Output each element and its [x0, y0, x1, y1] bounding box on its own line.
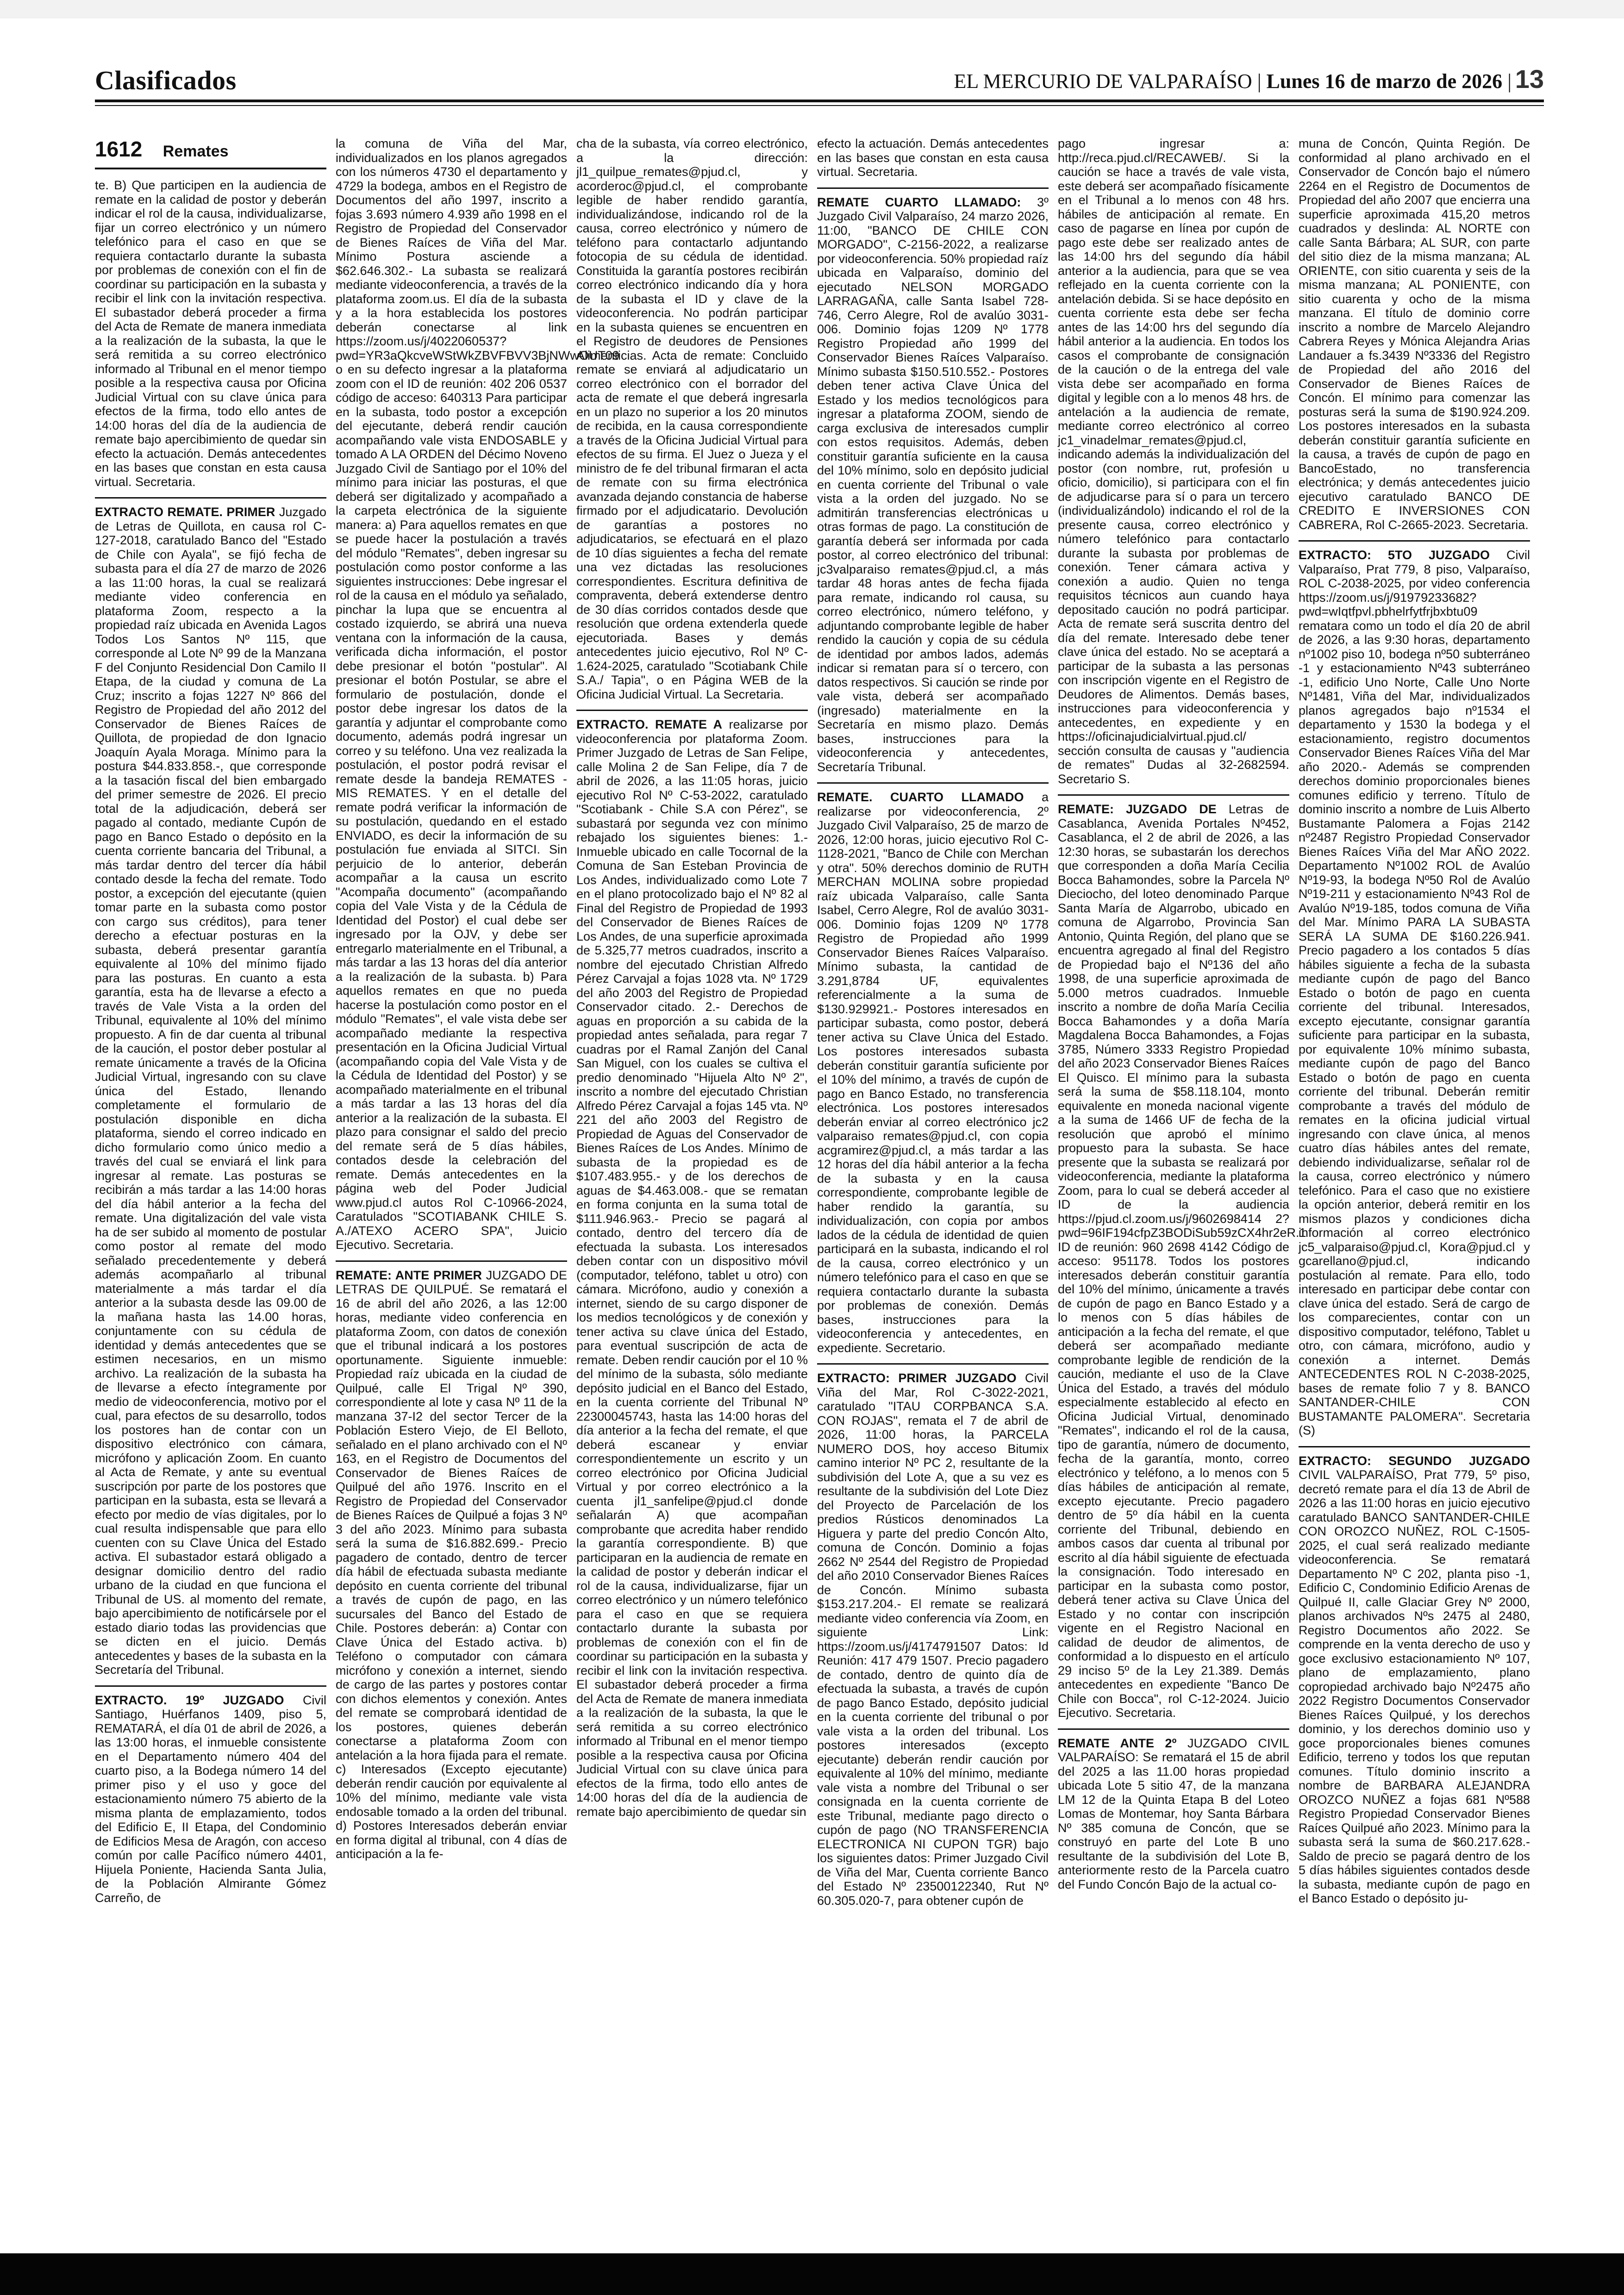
column-2 [336, 137, 619, 2122]
ad-divider [1058, 794, 1289, 796]
ad-text: CIVIL VALPARAÍSO, Prat 779, 5º piso, decretó remate para el día 13 de Abril de 2026 a las 11:00 horas en juicio ejecutivo caratulado BANCO SANTANDER-CHILE CON OROZCO NUÑEZ, ROL C-1505-2025, el cual será realizado mediante videoconferencia. Se rematará Departamento Nº C 202, planta piso -1, Edificio C, Condominio Edificio Arenas de Quilpué II, calle Glaciar Grey Nº 2000, planos archivados Nºs 2475 al 2480, Registro Documentos año 2022. Se comprende en la venta derecho de uso y goce exclusivo estacionamiento Nº 107, plano de emplazamiento, plano copropiedad archivado bajo Nº2475 año 2022 Registro Documentos Conservador Bienes Raíces Quilpué, y los derechos dominio, y los derechos dominio uso y goce proporcionales bienes comunes Edificio, terreno y todos los que reputan comunes. Título dominio inscrito a nombre de BARBARA ALEJANDRA OROZCO NUÑEZ a fojas 681 Nº588 Registro Propiedad Conservador Bienes Raíces Quilpué año 2023. Mínimo para la subasta será la suma de $60.217.628.- Saldo de precio se pagará dentro de los 5 días hábiles siguientes contados desde la subasta, mediante cupón de pago en el Banco Estado o depósito ju- [1299, 1468, 1530, 1905]
classified-ad [1299, 548, 1530, 1438]
classified-ad [576, 717, 808, 1819]
ad-text: Letras de Casablanca, Avenida Portales Nº452, Casablanca, el 2 de abril de 2026, a las 12:30 horas, se subastarán los derechos que corresponden a doña María Cecilia Bocca Bahamondes, sobre la Parcela Nº Dieciocho, del loteo denominado Parque Santa María de Algarrobo, ubicado en comuna de Algarrobo, Provincia San Antonio, Quinta Región, del plano que se encuentra agregado al final del Registro de Propiedad bajo el Nº136 del año 1998, de una superficie aproximada de 5.000 metros cuadrados. Inmueble inscrito a nombre de doña María Cecilia Bocca Bahamondes y a doña María Magdalena Bocca Bahamondes, a Fojas 3785, Número 3333 Registro Propiedad del año 2023 Conservador Bienes Raíces El Quisco. El mínimo para la subasta será la suma de $58.118.104, monto equivalente en moneda nacional vigente a la suma de 1466 UF de fecha de la resolución que aprobó el mínimo propuesto para la subasta. Se hace presente que la subasta se realizará por videoconferencia, mediante la plataforma Zoom, para lo cual se deberá acceder al ID de la audiencia https://pjud.cl.zoom.us/j/9602698414 2? pwd=96IF194cfpZ3BODiSub59zCX4hr2eR.1 ID de reunión: 960 2698 4142 Código de acceso: 951178. Todos los postores interesados deberán constituir garantía del 10% del mínimo, únicamente a través de cupón de pago en Banco Estado y a lo menos con 5 días hábiles de anticipación a la fecha del remate, el que deberá ser acompañado mediante comprobante legible de rendición de la caución, mediante el uso de la Clave Única del Estado, a través del módulo especialmente establecido al efecto en Oficina Judicial Virtual, denominado "Remates", indicando el rol de la causa, tipo de garantía, número de documento, fecha de la garantía, monto, correo electrónico y teléfono, a lo menos con 5 días hábiles de anticipación al remate, excepto ejecutante. Precio pagadero dentro de 5º día hábil en la cuenta corriente del Tribunal, debiendo en ambos casos dar cuenta al tribunal por escrito al día hábil siguiente de efectuada la consignación. Todo interesado en participar en la subasta como postor, deberá tener activa su Clave Única del Estado y no contar con inscripción vigente en el Registro Nacional en calidad de deudor de alimentos, de conformidad a lo dispuesto en el artículo 29 inciso 5º de la Ley 21.389. Demás antecedentes en expediente "Banco De Chile con Bocca", rol C-12-2024. Juicio Ejecutivo. Secretaria. [1058, 802, 1306, 1720]
column-3 [576, 137, 808, 2122]
ad-divider [817, 1363, 1049, 1365]
masthead-separator: | [1257, 70, 1262, 93]
ad-lead: EXTRACTO: 5TO JUZGADO [1299, 548, 1490, 562]
ad-text: 3º Juzgado Civil Valparaíso, 24 marzo 2026, 11:00, "BANCO DE CHILE CON MORGADO", C-2156-2022, a realizarse por videoconferencia. 50% propiedad raíz ubicada en Valparaíso, dominio del ejecutado NELSON MORGADO LARRAGAÑA, calle Santa Isabel 728-746, Cerro Alegre, Rol de avalúo 3031-006. Dominio fojas 1209 Nº 1778 Registro Propiedad año 1999 del Conservador Bienes Raíces Valparaíso. Mínimo subasta $150.510.552.- Postores deben tener activa Clave Única del Estado y los medios tecnológicos para ingresar a plataforma ZOOM, siendo de carga exclusiva de interesados cumplir con estos requisitos. Además, deben constituir garantía suficiente en la causa del 10% mínimo, solo en depósito judicial en cuenta corriente del Tribunal o vale vista a la orden del juzgado. No se admitirán transferencias electrónicas u otras formas de pago. La constitución de garantía deberá ser informada por cada postor, al correo electrónico del tribunal: jc3valparaiso remates@pjud.cl, a más tardar 48 horas antes de fecha fijada para remate, indicando rol causa, su correo electrónico, número teléfono, y adjuntando comprobante legible de haber rendido la caución y copia de su cédula de identidad por ambos lados, además indicar si rematan para sí o tercero, con datos respectivos. Si caución se rinde por vale vista, deberá ser acompañado (ingresado) materialmente en la Secretaría en mismo plazo. Demás bases, instrucciones para la videoconferencia y antecedentes, Secretaría Tribunal. [817, 195, 1049, 774]
classified-ad [1299, 137, 1530, 532]
ad-text: Juzgado de Letras de Quillota, en causa rol C-127-2018, caratulado Banco del "Estado de Chile con Ayala", se fijó fecha de subasta para el día 27 de marzo de 2026 a las 11:00 horas, la cual se realizará mediante video conferencia en plataforma Zoom, respecto a la propiedad raíz ubicada en Avenida Lagos Todos Los Santos Nº 115, que corresponde al Lote Nº 99 de la Manzana F del Conjunto Residencial Don Camilo II Etapa, de la ciudad y comuna de La Cruz; inscrito a fojas 1227 Nº 866 del Registro de Propiedad del año 2012 del Conservador de Bienes Raíces de Quillota, de propiedad de don Ignacio Joaquín Ayala Moraga. Mínimo para la postura $44.833.858.-, que corresponde a la tasación fiscal del bien embargado del primer semestre de 2026. El precio total de la adjudicación, deberá ser pagado al contado, mediante Cupón de pago en Banco Estado o depósito en la cuenta corriente bancaria del Tribunal, a más tardar dentro del tercer día hábil contado desde la fecha del remate. Todo postor, a excepción del ejecutante (quien tomar parte en la subasta como postor con cargo sus créditos), para tener derecho a efectuar posturas en la subasta, deberá presentar garantía equivalente al 10% del mínimo fijado para las posturas. En cuanto a esta garantía, esta ha de llevarse a efecto a través de Vale Vista a la orden del Tribunal, equivalente al 10% del mínimo propuesto. A fin de dar cuenta al tribunal de la caución, el postor deber postular al remate únicamente a través de la Oficina Judicial Virtual, ingresando con su clave única del Estado, llenando completamente el formulario de postulación disponible en dicha plataforma, siendo el correo indicado en dicho formulario como único medio a través del cual se enviará el link para ingresar al remate. Las posturas se recibirán a más tardar a las 14:00 horas del día hábil anterior a la fecha del remate. Una digitalización del vale vista ha de ser subido al momento de postular como postor al remate del modo señalado precedentemente y deberá además acompañarlo al tribunal materialmente a más tardar el día anterior a la subasta desde las 09.00 de la mañana hasta las 14.00 horas, conjuntamente con su cédula de identidad y demás antecedentes que se estimen necesarios, en un mismo archivo. La realización de la subasta ha de llevarse a efecto íntegramente por medio de videoconferencia, motivo por el cual, para efectos de su desarrollo, todos los postores han de contar con un dispositivo electrónico con cámara, micrófono y aplicación Zoom. En cuanto al Acta de Remate, y ante su eventual suscripción por parte de los postores que participan en la subasta, esta se llevará a efecto por medio de vías digitales, por lo cual resulta indispensable que para ello cuenten con su Clave Única del Estado activa. El subastador estará obligado a designar domicilio dentro del radio urbano de la ciudad en que funciona el Tribunal de US. al momento del remate, bajo apercibimiento de notificársele por el estado diario todas las providencias que se dicten en el juicio. Demás antecedentes y bases de la subasta en la Secretaría del Tribunal. [95, 505, 326, 1677]
classified-ad [95, 178, 326, 489]
classified-ad [95, 1693, 326, 1905]
masthead-separator-2: | [1507, 70, 1512, 93]
ad-divider [576, 710, 808, 711]
ad-text: JUZGADO CIVIL VALPARAÍSO: Se rematará el 15 de abril del 2025 a las 11.00 horas propiedad ubicada Lote 5 sitio 47, de la manzana LM 12 de la Quinta Etapa B del Loteo Lomas de Montemar, hoy Santa Bárbara Nº 385 comuna de Concón, que se construyó en parte del Lote B uno resultante de la subdivisión del Lote B, anteriormente resto de la Parcela cuatro del Fundo Concón Bajo de la actual co- [1058, 1736, 1289, 1891]
classified-ad [1299, 1454, 1530, 1906]
ad-divider [95, 497, 326, 499]
ad-text: Civil Santiago, Huérfanos 1409, piso 5, REMATARÁ, el día 01 de abril de 2026, a las 13:00 horas, el inmueble consistente en el Departamento número 404 del cuarto piso, a la Bodega número 14 del primer piso y el uso y goce del estacionamiento número 75 abierto de la misma planta de emplazamiento, todos del Edificio E, II Etapa, del Condominio de Edificios Mesa de Aragón, con acceso común por calle Pacífico número 4401, Hijuela Poniente, Hacienda Santa Julia, de la Población Almirante Gómez Carreño, de [95, 1693, 327, 1905]
ad-lead: REMATE ANTE 2º [1058, 1736, 1177, 1750]
category-rule [95, 168, 326, 169]
ad-lead: EXTRACTO. 19º JUZGADO [95, 1693, 284, 1707]
ad-lead: REMATE: JUZGADO DE [1058, 802, 1217, 816]
ad-text: Civil Valparaíso, Prat 779, 8 piso, Valparaíso, ROL C-2038-2025, por video conferencia https://zoom.us/j/91979233682?pwd=wIqtfpvl.pbhelrfytfrjbxbtu09 rematara como un todo el día 20 de abril de 2026, a las 9:30 horas, departamento nº1002 piso 10, bodega nº50 subterráneo -1 y estacionamiento Nº43 subterráneo -1, edificio Uno Norte, Calle Uno Norte Nº1481, Viña del Mar, individualizados planos agregados bajo nº1534 el departamento y 1530 la bodega y el estacionamiento, registro documentos Conservador Bienes Raíces Viña del Mar año 2020.- Además se comprenden derechos dominio proporcionales bienes comunes edificio y terreno. Título de dominio inscrito a nombre de Luis Alberto Bustamante Palomera a Fojas 2142 nº2487 Registro Propiedad Conservador Bienes Raíces Viña del Mar AÑO 2022. Departamento Nº1002 ROL de Avalúo Nº19-93, la bodega Nº50 Rol de Avalúo Nº19-211 y estacionamiento Nº43 Rol de Avalúo Nº19-185, todos comuna de Viña del Mar. Mínimo PARA LA SUBASTA SERÁ LA SUMA DE $160.226.941. Precio pagadero a los contados 5 días hábiles siguiente a fecha de la subasta mediante cupón de pago del Banco Estado o botón de pago en cuenta corriente del tribunal. Interesados, excepto ejecutante, consignar garantía suficiente para participar en la subasta, por equivalente 10% mínimo subasta, mediante cupón de pago del Banco Estado o botón de pago en cuenta corriente del tribunal. Deberán remitir comprobante a través del módulo de remates en la oficina judicial virtual ingresando con clave única, al menos cuatro días hábiles antes del remate, debiendo individualizarse, señalar rol de la causa, correo electrónico y número telefónico. Para el caso que no existiere la opción anterior, deberá remitir en los mismos plazos y condiciones dicha información al correo electrónico jc5_valparaiso@pjud.cl, Kora@pjud.cl y gcarellano@pjud.cl, indicando postulación al remate. Para ello, todo interesado en participar debe contar con clave única del estado. Será de cargo de los comparecientes, contar con un dispositivo computador, teléfono, Tablet u otro, con cámara, micrófono, audio y conexión a internet. Demás ANTECEDENTES ROL N C-2038-2025, bases de remate folio 7 y 8. BANCO SANTANDER-CHILE CON BUSTAMANTE PALOMERA". Secretaria (S) [1299, 548, 1530, 1437]
ad-text: cha de la subasta, vía correo electrónico, a la dirección: jl1_quilpue_remates@pjud.cl, y acorderoc@pjud.cl, el comprobante legible de haber rendido garantía, individualizándose, indicando rol de la causa, correo electrónico y número de teléfono para contactarlo adjuntando fotocopia de su cédula de identidad. Constituida la garantía postores recibirán correo electrónico indicando día y hora de la subasta el ID y clave de la videoconferencia. No podrán participar en la subasta quienes se encuentren en el Registro de deudores de Pensiones Alimenticias. Acta de remate: Concluido remate se enviará al adjudicatario un correo electrónico con el borrador del acta de remate el que deberá ingresarla en un plazo no superior a los 20 minutos de recibida, en la causa correspondiente a través de la Oficina Judicial Virtual para efectos de su firma. El Juez o Jueza y el ministro de fe del tribunal firmaran el acta de remate con su firma electrónica avanzada dejando constancia de haberse firmado por el adjudicatario. Devolución de garantías a postores no adjudicatarios, se efectuará en el plazo de 10 días siguientes a fecha del remate una vez dictadas las resoluciones correspondientes. Escritura definitiva de compraventa, deberá extenderse dentro de 30 días corridos contados desde que resolución que ordena extenderla quede ejecutoriada. Bases y demás antecedentes juicio ejecutivo, Rol Nº C-1.624-2025, caratulado "Scotiabank Chile S.A./ Tapia", o en Página WEB de la Oficina Judicial Virtual. La Secretaria. [576, 137, 808, 701]
ad-text: te. B) Que participen en la audiencia de remate en la calidad de postor y deberán indicar el rol de la causa, individualizarse, fijar un correo electrónico y un número telefónico para el caso en que se requiera contactarlo durante la subasta por problemas de conexión con el fin de coordinar su participación en la subasta y recibir el link con la invitación respectiva. El subastador deberá proceder a firma del Acta de Remate de manera inmediata a la realización de la subasta, la que le será remitida a su correo electrónico informado al Tribunal en el menor tiempo posible a la respectiva causa por Oficina Judicial Virtual con su clave única para efectos de la firma, todo ello antes de 14:00 horas del día de la audiencia de remate bajo apercibimiento de quedar sin efecto la actuación. Demás antecedentes en las bases que constan en esta causa virtual. Secretaria. [95, 178, 326, 489]
ad-lead: REMATE: ANTE PRIMER [336, 1268, 482, 1282]
ad-text: muna de Concón, Quinta Región. De conformidad al plano archivado en el Conservador de Concón bajo el número 2264 en el Registro de Documentos de Propiedad del año 2007 que encierra una superficie aproximada 415,20 metros cuadrados y deslinda: AL NORTE con calle Santa Bárbara; AL SUR, con parte del sitio diez de la misma manzana; AL ORIENTE, con sitio cuarenta y seis de la misma manzana; AL PONIENTE, con sitio cuarenta y ocho de la misma manzana. El título de dominio corre inscrito a nombre de Marcelo Alejandro Cabrera Reyes y Mónica Alejandra Arias Landauer a fs.3439 Nº3336 del Registro de Propiedad del año 2016 del Conservador de Bienes Raíces de Concón. El mínimo para comenzar las posturas será la suma de $190.924.209. Los postores interesados en la subasta deberán constituir garantía suficiente en la causa, a través de cupón de pago en BancoEstado, no transferencia electrónica; y demás antecedentes juicio ejecutivo caratulado BANCO DE CREDITO E INVERSIONES CON CABRERA, Rol C-2665-2023. Secretaria. [1299, 137, 1530, 532]
column-1 [95, 178, 326, 2122]
ad-divider [1058, 1728, 1289, 1730]
ad-text: realizarse por videoconferencia por plataforma Zoom. Primer Juzgado de Letras de San Felipe, calle Molina 2 de San Felipe, día 7 de abril de 2026, a las 11:05 horas, juicio ejecutivo Rol Nº C-53-2022, caratulado "Scotiabank - Chile S.A con Pérez", se subastará por segunda vez con mínimo rebajado los siguientes bienes: 1.- Inmueble ubicado en calle Tocornal de la Comuna de San Esteban Provincia de Los Andes, individualizado como Lote 7 en el plano protocolizado bajo el Nº 82 al Final del Registro de Propiedad de 1993 del Conservador de Bienes Raíces de Los Andes, de una superficie aproximada de 5.325,77 metros cuadrados, inscrito a nombre del ejecutado Christian Alfredo Pérez Carvajal a fojas 1028 vta. Nº 1729 del año 2003 del Registro de Propiedad Conservador citado. 2.- Derechos de aguas en proporción a su cabida de la propiedad antes señalada, para regar 7 cuadras por el Ramal Zanjón del Canal San Miguel, con los cuales se cultiva el predio denominado "Hijuela Alto Nº 2", inscrito a nombre del ejecutado Christian Alfredo Pérez Carvajal a fojas 145 vta. Nº 221 del año 2003 del Registro de Propiedad de Aguas del Conservador de Bienes Raíces de Los Andes. Mínimo de subasta de la propiedad es de $107.483.955.- y de los derechos de aguas de $4.463.008.- que se rematan en forma conjunta en la suma total de $111.946.963.- Precio se pagará al contado, dentro del tercero día de efectuada la subasta. Los interesados deben contar con un dispositivo móvil (computador, teléfono, tablet u otro) con cámara. Micrófono, audio y conexión a internet, siendo de su cargo disponer de los medios tecnológicos y de conexión y tener activa su clave única del Estado, para eventual suscripción de acta de remate. Deben rendir caución por el 10 % del mínimo de la subasta, sólo mediante depósito judicial en el Banco del Estado, en la cuenta corriente del Tribunal Nº 22300045743, hasta las 14:00 horas del día anterior a la fecha del remate, el que deberá escanear y enviar correspondientemente un escrito y un correo electrónico por Oficina Judicial Virtual y por correo electrónico a la cuenta jl1_sanfelipe@pjud.cl donde señalarán A) que acompañan comprobante que acredita haber rendido la garantía correspondiente. B) que participaran en la audiencia de remate en la calidad de postor y deberán indicar el rol de la causa, individualizarse, fijar un correo electrónico y un número telefónico para el caso en que se requiera contactarlo durante la subasta por problemas de conexión con el fin de coordinar su participación en la subasta y recibir el link con la invitación respectiva. El subastador deberá proceder a firma del Acta de Remate de manera inmediata a la realización de la subasta, la que le será remitida a su correo electrónico informado al Tribunal en el menor tiempo posible a la respectiva causa por Oficina Judicial Virtual con su clave única para efectos de la firma, todo ello antes de 14:00 horas del día de la audiencia de remate bajo apercibimiento de quedar sin [576, 717, 808, 1819]
ad-lead: REMATE CUARTO LLAMADO: [817, 195, 1021, 209]
column-6 [1299, 137, 1530, 2122]
column-5 [1058, 137, 1306, 2122]
classified-ad [95, 505, 326, 1677]
ad-text: pago ingresar a: http://reca.pjud.cl/RECAWEB/. Si la caución se hace a través de vale vista, este deberá ser acompañado físicamente en el Tribunal a lo menos con 48 hrs. hábiles de anticipación al remate. En caso de pagarse en línea por cupón de pago este debe ser realizado antes de las 14:00 hrs del segundo día hábil anterior a la audiencia, para que se vea reflejado en la cuenta corriente con la antelación debida. Si se hace depósito en cuenta corriente esta debe ser fecha antes de las 14:00 hrs del segundo día hábil anterior a la audiencia. En todos los casos el comprobante de consignación de la caución o de la entrega del vale vista debe ser acompañado en forma digital y legible con a lo menos 48 hrs. de antelación a la audiencia de remate, mediante correo electrónico al correo jc1_vinadelmar_remates@pjud.cl, indicando además la individualización del postor (con nombre, rut, profesión u oficio, domicilio), si participara con el fin de adjudicarse para sí o para un tercero (individualizándolo) indicando el rol de la presente causa, correo electrónico y número telefónico para contactarlo durante la subasta por problemas de conexión. Tener cámara activa y conexión a audio. Quien no tenga requisitos técnicos aun cuando haya depositado caución no podrá participar. Acta de remate será suscrita dentro del día del remate. Interesado debe tener clave única del estado. No se aceptará a participar de la subasta a las personas con inscripción vigente en el Registro de Deudores de Alimentos. Demás bases, instrucciones para videoconferencia y antecedentes, en expediente y en https://oficinajudicialvirtual.pjud.cl/ sección consulta de causas y "audiencia de remates" Dudas al 32-2682594. Secretario S. [1058, 137, 1289, 786]
ad-text: la comuna de Viña del Mar, individualizados en los planos agregados con los números 4730 el departamento y 4729 la bodega, ambos en el Registro de Documentos del año 1997, inscrito a fojas 3.693 número 4.939 año 1998 en el Registro de Propiedad del Conservador de Bienes Raíces de Viña del Mar. Mínimo Postura asciende a $62.646.302.- La subasta se realizará mediante videoconferencia, a través de la plataforma zoom.us. El día de la subasta y a la hora establecida los postores deberán conectarse al link https://zoom.us/j/4022060537?pwd=YR3aQkcveWStWkZBVFBVV3BjNWwOUT09 o en su defecto ingresar a la plataforma zoom con el ID de reunión: 402 206 0537 código de acceso: 640313 Para participar en la subasta, todo postor a excepción del ejecutante, deberá rendir caución acompañando vale vista ENDOSABLE y tomado A LA ORDEN del Décimo Noveno Juzgado Civil de Santiago por el 10% del mínimo para iniciar las posturas, el que deberá ser digitalizado y acompañado a la carpeta electrónica de la siguiente manera: a) Para aquellos remates en que se puede hacer la postulación a través del módulo "Remates", deben ingresar su postulación como postor conforme a las siguientes instrucciones: Debe ingresar el rol de la causa en el módulo ya señalado, pinchar la lupa que se encuentra al costado izquierdo, se abrirá una nueva ventana con la información de la causa, verificada dicha información, el postor debe presionar el botón "postular". Al presionar el botón Postular, se abre el formulario de postulación, donde el postor debe ingresar los datos de la garantía y adjuntar el comprobante como documento, además podrá ingresar un correo y su teléfono. Una vez realizada la postulación, el postor podrá revisar el remate desde la bandeja REMATES - MIS REMATES. Y en el detalle del remate podrá verificar la información de su postulación, quedando en el estado ENVIADO, es decir la información de su postulación fue enviada al SITCI. Sin perjuicio de lo anterior, deberán acompañar a la causa un escrito "Acompaña documento" (acompañando copia del Vale Vista y de la Cédula de Identidad del Postor) el cual debe ser ingresado por la OJV, y debe ser entregarlo materialmente en el Tribunal, a más tardar a las 13 horas del día anterior a la realización de la subasta. b) Para aquellos remates en que no pueda hacerse la postulación como postor en el módulo "Remates", el vale vista debe ser acompañado mediante la respectiva presentación en la Oficina Judicial Virtual (acompañando copia del Vale Vista y de la Cédula de Identidad del Postor) y se acompañado materialmente en el tribunal a más tardar a las 13 horas del día anterior a la realización de la subasta. El plazo para consignar el saldo del precio del remate será de 5 días hábiles, contados desde la celebración del remate. Demás antecedentes en la página web del Poder Judicial www.pjud.cl autos Rol C-10966-2024, Caratulados "SCOTIABANK CHILE S. A./ATEXO ACERO SPA", Juicio Ejecutivo. Secretaria. [336, 137, 619, 1252]
page-header [95, 65, 1544, 98]
classified-ad [336, 137, 619, 1252]
classified-ad [817, 790, 1049, 1355]
classified-ad [817, 1371, 1049, 1908]
ad-divider [817, 187, 1049, 189]
header-rule [95, 100, 1544, 102]
classified-ad [817, 195, 1049, 774]
ad-divider [336, 1260, 567, 1262]
classified-ad [1058, 802, 1306, 1720]
classified-ad [1058, 1736, 1289, 1892]
category-name: Remates [162, 143, 229, 160]
header-subrule [95, 105, 1544, 106]
ad-divider [1299, 540, 1530, 542]
ad-text: efecto la actuación. Demás antecedentes en las bases que constan en esta causa virtual. Secretaria. [817, 137, 1049, 179]
ad-text: Civil Viña del Mar, Rol C-3022-2021, caratulado "ITAU CORPBANCA S.A. CON ROJAS", remata el 7 de abril de 2026, 11:00 horas, la PARCELA NUMERO DOS, hoy acceso Bitumix camino interior Nº PC 2, resultante de la subdivisión del Lote A, que a su vez es resultante de la subdivisión del Lote Diez del Proyecto de Parcelación de los predios Rústicos denominados La Higuera y parte del predio Concón Alto, comuna de Concón. Dominio a fojas 2662 Nº 2544 del Registro de Propiedad del año 2010 Conservador Bienes Raíces de Concón. Mínimo subasta $153.217.204.- El remate se realizará mediante video conferencia vía Zoom, en siguiente Link: https://zoom.us/j/4174791507 Datos: Id Reunión: 417 479 1507. Precio pagadero de contado, dentro de quinto día de efectuada la subasta, a través de cupón de pago Banco Estado, depósito judicial en la cuenta corriente del tribunal o por vale vista a la orden del tribunal. Los postores interesados (excepto ejecutante) deberán rendir caución por equivalente al 10% del mínimo, mediante vale vista a nombre del Tribunal o ser consignada en la cuenta corriente de este Tribunal, mediante pago directo o cupón de pago (NO TRANSFERENCIA ELECTRONICA NI CUPON TGR) bajo los siguientes datos: Primer Juzgado Civil de Viña del Mar, Cuenta corriente Banco del Estado Nº 23500122340, Rut Nº 60.305.020-7, para obtener cupón de [817, 1371, 1049, 1908]
ad-lead: EXTRACTO: PRIMER JUZGADO [817, 1371, 1017, 1385]
ad-lead: EXTRACTO REMATE. PRIMER [95, 505, 275, 519]
column-4 [817, 137, 1049, 2122]
classified-ad [1058, 137, 1289, 786]
masthead [954, 69, 1512, 93]
bottom-bar [0, 2253, 1624, 2295]
classified-ad [336, 1268, 567, 1861]
page-number: 13 [1515, 64, 1544, 94]
ad-text: JUZGADO DE LETRAS DE QUILPUÉ. Se rematará el 16 de abril del año 2026, a las 12:00 horas, mediante video conferencia en plataforma Zoom, con datos de conexión que el tribunal indicará a los postores oportunamente. Siguiente inmueble: Propiedad raíz ubicada en la ciudad de Quilpué, calle El Trigal Nº 390, correspondiente al lote y casa Nº 11 de la manzana 37-I2 del sector Tercer de la Población Estero Viejo, de El Belloto, señalado en el plano archivado con el Nº 163, en el Registro de Documentos del Conservador de Bienes Raíces de Quilpué del año 1976. Inscrito en el Registro de Propiedad del Conservador de Bienes Raíces de Quilpué a fojas 3 Nº 3 del año 2023. Mínimo para subasta será la suma de $16.882.699.- Precio pagadero de contado, dentro de tercer día hábil de efectuada subasta mediante depósito en cuenta corriente del tribunal a través de cupón de pago, en las sucursales del Banco del Estado de Chile. Postores deberán: a) Contar con Clave Única del Estado activa. b) Teléfono o computador con cámara micrófono y conexión a internet, siendo de cargo de las partes y postores contar con dichos elementos y conexión. Antes del remate se comprobará identidad de los postores, quienes deberán conectarse a plataforma Zoom con antelación a la hora fijada para el remate. c) Interesados (Excepto ejecutante) deberán rendir caución por equivalente al 10% del mínimo, mediante vale vista endosable tomado a la orden del tribunal. d) Postores Interesados deberán enviar en forma digital al tribunal, con 4 días de anticipación a la fe- [336, 1268, 568, 1861]
classified-ad [576, 137, 808, 701]
ad-lead: REMATE. CUARTO LLAMADO [817, 790, 1024, 804]
category-code: 1612 [95, 137, 143, 161]
ad-divider [1299, 1446, 1530, 1447]
ad-divider [95, 1685, 326, 1687]
ad-lead: EXTRACTO. REMATE A [576, 717, 722, 731]
newspaper-name: EL MERCURIO DE VALPARAÍSO [954, 70, 1252, 93]
classified-ad [817, 137, 1049, 179]
top-strip [0, 0, 1624, 19]
ad-text: a realizarse por videoconferencia, 2º Juzgado Civil Valparaíso, 25 de marzo de 2026, 12:00 horas, juicio ejecutivo Rol C-1128-2021, "Banco de Chile con Merchan y otra". 50% derechos dominio de RUTH MERCHAN MOLINA sobre propiedad raíz ubicada Valparaíso, calle Santa Isabel, Cerro Alegre, Rol de avalúo 3031-006. Dominio fojas 1209 Nº 1778 Registro de Propiedad año 1999 Conservador Bienes Raíces Valparaíso. Mínimo subasta, la cantidad de 3.291,8784 UF, equivalentes referencialmente a la suma de $130.929921.- Postores interesados en participar subasta, como postor, deberá tener activa su Clave Única del Estado. Los postores interesados subasta deberán constituir garantía suficiente por el 10% del mínimo, a través de cupón de pago en Banco Estado, no transferencia electrónica. Los postores interesados deberán enviar al correo electrónico jc2 valparaiso remates@pjud.cl, con copia acgramirez@pjud.cl, a más tardar a las 12 horas del día hábil anterior a la fecha de la subasta y en la causa correspondiente, comprobante legible de haber rendido la garantía, su individualización, con copia por ambos lados de la cédula de identidad de quien participará en la subasta, indicando el rol de la causa, correo electrónico y un número telefónico para el caso en que se requiera contactarlo durante la subasta por problemas de conexión. Demás bases, instrucciones para la videoconferencia y antecedentes, en expediente. Secretario. [817, 790, 1049, 1355]
category-heading [95, 137, 229, 162]
ad-divider [817, 782, 1049, 784]
ad-lead: EXTRACTO: SEGUNDO JUZGADO [1299, 1453, 1530, 1468]
publication-date: Lunes 16 de marzo de 2026 [1266, 70, 1503, 93]
section-title: Clasificados [95, 65, 237, 95]
